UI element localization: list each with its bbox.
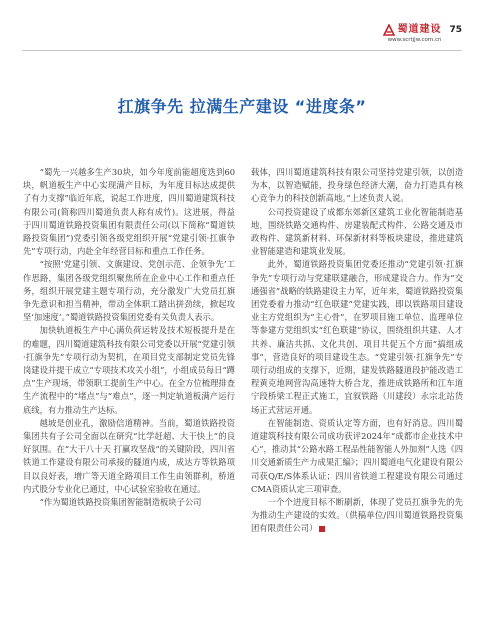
article-paragraph <box>23 324 235 416</box>
article-column-right <box>251 166 463 536</box>
paragraph-text: “蜀先一兴越多生产30块，如今年度前能超度迭到60块，帆道板生产中心实现满产目标，为年度目标达成提供了有力支撑”临近年底，说起工作进度，四川蜀道建筑科技有限公司(简称四川蜀道负责人称有成竹)。这进展，得益于四川蜀道铁路投资集团有限责任公司(以下简称“蜀道铁路投资集团”)党委引领各级党组织开展“党建引领·扛旗争先”专项行动，内赴全年经营目标和重点工作任务。 <box>23 167 235 257</box>
page-header <box>383 24 462 48</box>
article-paragraph <box>251 166 463 206</box>
header-divider <box>22 50 462 51</box>
paragraph-text: 在智能制造、资质认定等方面，也有好消息。四川蜀道建筑科技有限公司成功获评2024年“成都市企业技术中心”，推动其“公路水路工程品性能智能人外加剂”人选《四川交通新质生产力成果汇编》；四川蜀道电气化建设有限公司获Q/E/S体系认证；四川省铁道工程建设有限公司通过CMA资质认定三项审查。 <box>251 417 463 494</box>
article-title: 扛旗争先 拉满生产建设 “进度条” <box>117 97 367 116</box>
paragraph-text: 越坡是创业孔，激励信道精神。当前，蜀道铁路投资集团共有子公司全面以在研究“比学赶超、大干快上”的良好氛围。在“大干八十天 打赢攻坚战”的关键阶段，四川省铁道工作建设有限公司承接的隧道内成，成达方等铁路项目以良好表，增广等天道全路项目工作生由领群利，桥道内式股分专业化已通过，中心试验室验收在通过。 <box>23 417 235 494</box>
paragraph-text: 此外，蜀道铁路投资集团党委还推动“党建引领·扛旗争先”专项行动与党建联建融合，形成建设合力。作为“交通强省”战略的铁路建设主力军，近年来，蜀道铁路投资集团党委着力推动“红色联建”党建实践，即以铁路项目建设业主方党组织为“主心骨”，在罗项目施工单位、监理单位等参建方党组织实“红色联建”协议，围绕组织共建、人才共养、廉洁共抓、文化共创、项目共促五个方面“搞组成事”，营造良好的项目建设生态。“党建引领·扛旗争先”专项行动组成的支撑下，近期，建发铁路隧道段护能改造工程黄克地网营沟高速特大桥合龙，推进成铁路所和江车道宁段桥梁工程正式施工，宜叙铁路（川建段）永宗北站货场正式营运开通。 <box>251 259 463 415</box>
article-paragraph <box>23 166 235 258</box>
article-paragraph <box>23 496 235 509</box>
paragraph-text: 载体，四川蜀道建筑科技有限公司坚持党建引领，以创造为本，以智造赋能，投身绿色经济大潮，奋力打造具有核心竞争力的科技创新高地。”上述负责人说。 <box>251 167 463 204</box>
paragraph-text: “作为蜀道铁路投资集团智能制造板块子公司 <box>39 497 202 508</box>
article-paragraph <box>251 206 463 259</box>
article-paragraph <box>23 417 235 496</box>
article-paragraph <box>251 496 463 536</box>
logo-text: 蜀道建设 <box>397 24 442 35</box>
magazine-logo <box>383 24 441 44</box>
paragraph-text: “按照‘党建引领、文旗建设、党创示范、企领争先’工作思路，集团各级党组织聚焦所在企业中心工作和重点任务，组织开展党建主题专项行动，充分激发广大党员扛旗争先意识和担当精神，带动全体职工踏出拼劲续，掀起攻坚‘加速度’。”蜀道铁路投资集团党委有关负责人表示。 <box>23 259 235 323</box>
logo-icon <box>383 24 395 36</box>
page-number: 75 <box>449 25 462 35</box>
paragraph-text: 一个个进度目标不断刷新，体现了党员扛旗争先的先为推动生产建设的实效。（供稿单位/四川蜀道铁路投资集团有限责任公司） <box>251 497 463 534</box>
article-paragraph <box>23 258 235 324</box>
paragraph-text: 加快轨道板生产中心满负荷运转及技术短板提升是在的难题，四川蜀道建筑科技有限公司党委以开展“党建引领·扛旗争先”专项行动为契机，在项目党支部制定党员先锋岗建设并提干成立“专项技术攻关小组”，小组成员每日“蹲点”生产现场，带领职工提前生产中心。在全方位梳理排查生产流程中的“堵点”与“难点”，逐一判定轨道板满产运行底线，有力推动生产达标。 <box>23 325 235 415</box>
article-paragraph <box>251 258 463 416</box>
end-of-article-mark <box>319 526 325 532</box>
article-paragraph <box>251 417 463 496</box>
paragraph-text: 公司投资建设了成都东郊新区建筑工业化智能制造基地，围绕铁路交通构件、房建装配式构件、公路交通及市政构件、建筑新材料、环保新材料等板块建设，推进建筑业智能建造和建筑业发展。 <box>251 206 463 257</box>
article-column-left <box>23 166 235 509</box>
logo-url: www.scrtjjw.com.cn <box>387 37 442 43</box>
logo-row <box>383 24 441 36</box>
